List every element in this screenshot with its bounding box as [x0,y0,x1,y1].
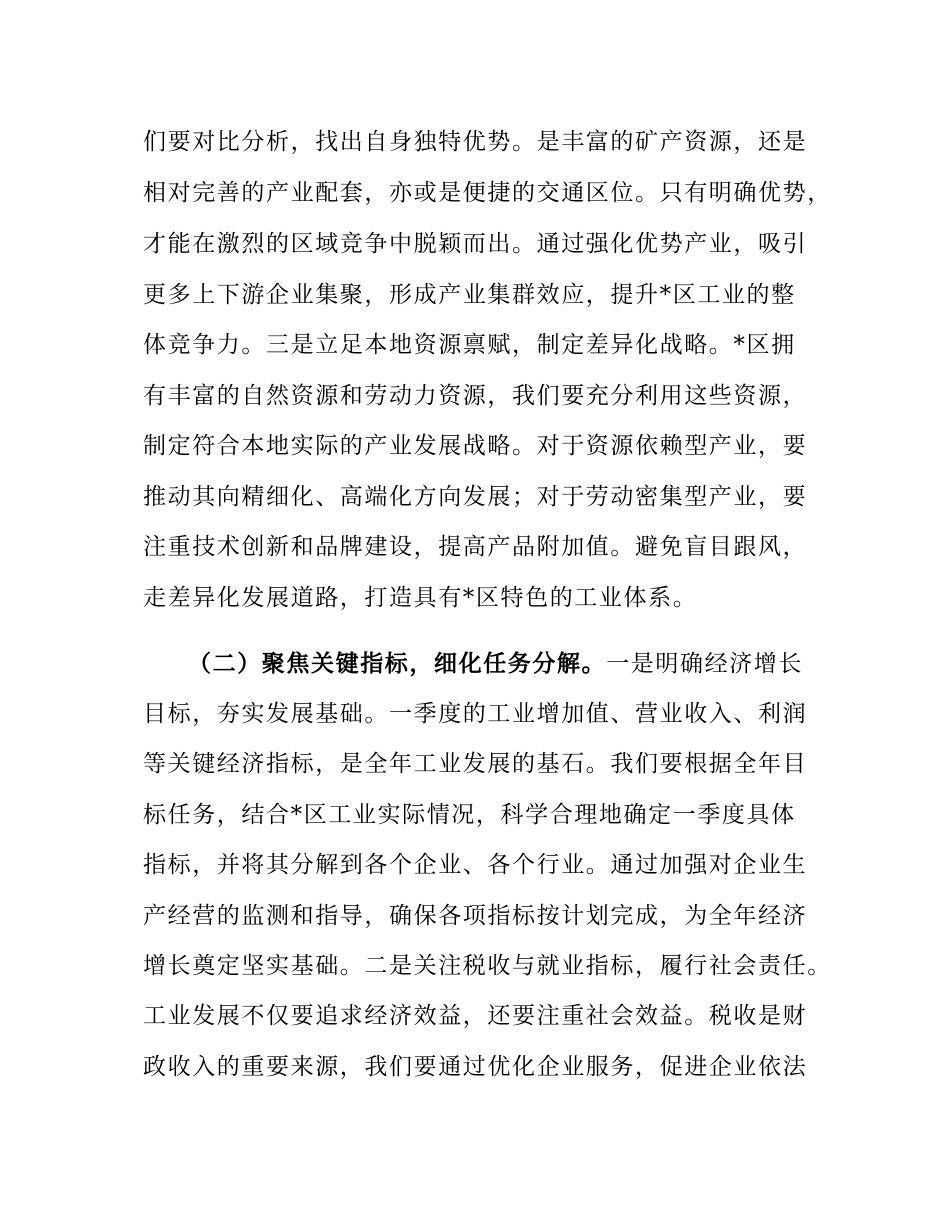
paragraph2-line-5: 产经营的监测和指导，确保各项指标按计划完成，为全年经济 [143,903,808,929]
paragraph2-line-2: 等关键经济指标，是全年工业发展的基石。我们要根据全年目 [143,751,808,777]
paragraph1-line-9: 注重技术创新和品牌建设，提高产品附加值。避免盲目跟风， [143,534,808,560]
section2-first-line-text: 一是明确经济增长 [606,651,804,677]
paragraph1-line-2: 相对完善的产业配套，亦或是便捷的交通区位。只有明确优势， [143,180,832,206]
paragraph2-line-3: 标任务，结合*区工业实际情况，科学合理地确定一季度具体 [143,802,796,828]
paragraph1-line-8: 推动其向精细化、高端化方向发展；对于劳动密集型产业，要 [143,484,808,510]
paragraph2-line-6: 增长奠定坚实基础。二是关注税收与就业指标，履行社会责任。 [143,953,832,979]
paragraph2-line-1: 目标，夯实发展基础。一季度的工业增加值、营业收入、利润 [143,701,808,727]
paragraph2-line-8: 政收入的重要来源，我们要通过优化企业服务，促进企业依法 [143,1054,808,1080]
paragraph1-line-3: 才能在激烈的区域竞争中脱颖而出。通过强化优势产业，吸引 [143,231,808,257]
paragraph1-line-10: 走差异化发展道路，打造具有*区特色的工业体系。 [143,585,698,611]
paragraph1-line-4: 更多上下游企业集聚，形成产业集群效应，提升*区工业的整 [143,282,796,308]
paragraph1-line-6: 有丰富的自然资源和劳动力资源，我们要充分利用这些资源， [143,383,808,409]
paragraph1-line-5: 体竞争力。三是立足本地资源禀赋，制定差异化战略。*区拥 [143,332,796,358]
paragraph1-line-1: 们要对比分析，找出自身独特优势。是丰富的矿产资源，还是 [143,129,808,155]
paragraph1-line-7: 制定符合本地实际的产业发展战略。对于资源依赖型产业，要 [143,433,808,459]
paragraph2-line-4: 指标，并将其分解到各个企业、各个行业。通过加强对企业生 [143,852,808,878]
section2-heading: （二）聚焦关键指标，细化任务分解。 [188,650,607,677]
section2-first-line [188,649,803,679]
paragraph2-line-7: 工业发展不仅要追求经济效益，还要注重社会效益。税收是财 [143,1003,808,1029]
